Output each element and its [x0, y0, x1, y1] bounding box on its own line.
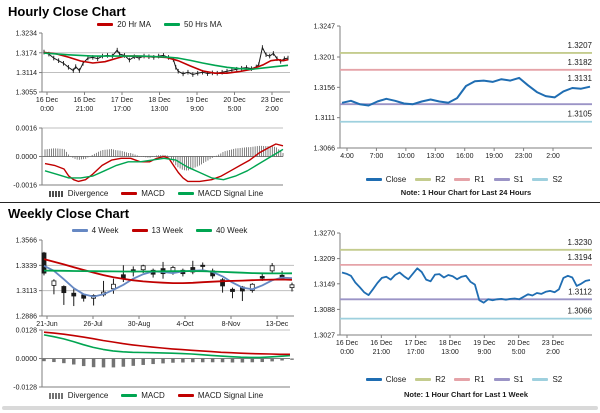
candlesticks — [42, 252, 294, 306]
legend-item-macd — [121, 391, 165, 400]
x-tick-label: 13-Dec — [265, 321, 289, 328]
legend-label: MACD — [141, 189, 165, 198]
line-swatch-icon — [121, 394, 137, 397]
x-tick-label: 16 Dec — [370, 340, 393, 347]
y-tick-label: 1.3156 — [313, 84, 335, 92]
legend-item-close — [366, 375, 406, 384]
candle — [260, 276, 264, 278]
candle — [141, 266, 145, 270]
x-tick-label: 20 Dec — [223, 97, 246, 104]
hourly-macd-chart — [13, 126, 283, 190]
legend-label: Divergence — [67, 391, 109, 400]
y-axis — [314, 24, 592, 153]
line-swatch-icon — [454, 378, 470, 381]
y-tick-label: 1.3566 — [15, 237, 37, 245]
line-swatch-icon — [97, 23, 113, 26]
x-tick-label: 16 Dec — [73, 97, 96, 104]
y-tick-label: 1.3234 — [15, 30, 37, 38]
legend-item-divergence — [49, 189, 108, 198]
line-swatch-icon — [72, 229, 88, 232]
candle — [201, 265, 205, 266]
weekly-sr-legend — [336, 375, 592, 384]
level-label-r1: 1.3182 — [567, 57, 592, 67]
y-tick-label: 1.3209 — [313, 256, 335, 264]
x-tick-label: 2:00 — [546, 349, 560, 356]
x-tick-label: 16 Dec — [35, 97, 59, 104]
x-tick-label: 30-Aug — [127, 321, 151, 328]
legend-label: 20 Hr MA — [117, 20, 151, 29]
x-axis — [36, 316, 288, 328]
level-lines — [340, 41, 593, 122]
legend-item-macd — [121, 189, 165, 198]
legend-label: MACD Signal Line — [197, 391, 264, 400]
x-tick-label: 17 Dec — [110, 97, 134, 104]
legend-label: Divergence — [67, 189, 109, 198]
x-tick-label: 9:00 — [190, 106, 204, 113]
candle — [52, 281, 56, 285]
legend-item-4-week — [72, 226, 119, 235]
divergence-bars — [44, 359, 292, 368]
x-tick-label: 4-Oct — [176, 321, 194, 328]
level-lines — [340, 238, 593, 319]
candle — [111, 284, 115, 288]
series-close — [342, 78, 590, 106]
y-tick-label: 0.0000 — [15, 154, 37, 161]
hourly-sr-chart — [314, 24, 593, 161]
y-axis — [16, 238, 294, 321]
divergence-swatch-icon — [49, 191, 64, 197]
x-tick-label: 21-Jun — [36, 321, 58, 328]
x-tick-label: 19 Dec — [473, 340, 496, 347]
hourly-sr-note: Note: 1 Hour Chart for Last 24 Hours — [400, 188, 532, 197]
x-tick-label: 23 Dec — [541, 340, 565, 347]
x-tick-label: 19:00 — [485, 153, 503, 160]
legend-label: Close — [385, 375, 407, 384]
x-tick-label: 21:00 — [75, 106, 94, 113]
candle — [72, 293, 76, 296]
y-tick-label: 1.3247 — [313, 23, 335, 31]
legend-item-50-hrs-ma — [164, 20, 222, 29]
x-tick-label: 5:00 — [227, 106, 242, 113]
legend-label: S2 — [552, 375, 563, 384]
legend-item-13-week — [132, 226, 183, 235]
legend-label: 4 Week — [91, 226, 119, 235]
y-tick-label: 1.3114 — [16, 70, 37, 78]
y-tick-label: 0.0128 — [15, 327, 37, 335]
y-tick-label: 1.3201 — [313, 54, 335, 62]
x-tick-label: 21:00 — [372, 349, 391, 356]
level-label-s1: 1.3131 — [567, 74, 592, 84]
x-tick-label: 4:00 — [340, 153, 354, 160]
x-tick-label: 26-Jul — [83, 321, 103, 328]
x-tick-label: 23:00 — [514, 153, 533, 160]
legend-item-r1 — [454, 175, 484, 184]
x-tick-label: 10:00 — [397, 153, 415, 160]
line-swatch-icon — [415, 378, 431, 381]
legend-item-s1 — [494, 375, 524, 384]
x-tick-label: 20 Dec — [507, 340, 530, 347]
y-axis — [314, 231, 592, 340]
line-swatch-icon — [196, 229, 212, 232]
legend-item-40-week — [196, 226, 247, 235]
x-tick-label: 16:00 — [455, 153, 474, 160]
y-tick-label: 1.3027 — [313, 332, 335, 340]
x-tick-label: 13:00 — [441, 349, 459, 356]
y-axis — [16, 31, 290, 97]
x-tick-label: 2:00 — [546, 153, 560, 160]
line-swatch-icon — [366, 378, 382, 381]
x-tick-label: 19 Dec — [185, 97, 209, 104]
line-swatch-icon — [164, 23, 180, 26]
y-tick-label: 1.3174 — [15, 50, 37, 58]
level-label-r2: 1.3207 — [567, 40, 592, 50]
candle — [290, 285, 294, 288]
candle — [230, 289, 234, 291]
level-label-r2: 1.3230 — [567, 237, 592, 247]
x-axis — [336, 335, 565, 356]
legend-item-r2 — [415, 175, 445, 184]
level-label-s2: 1.3066 — [567, 306, 592, 316]
x-tick-label: 7:00 — [369, 153, 384, 160]
y-tick-label: 0.0016 — [15, 125, 37, 133]
legend-label: R2 — [435, 375, 446, 384]
x-tick-label: 0:00 — [40, 106, 54, 113]
x-tick-label: 17:00 — [406, 349, 425, 356]
legend-label: R1 — [474, 175, 485, 184]
level-label-s1: 1.3112 — [568, 287, 592, 297]
candle — [270, 266, 274, 271]
x-tick-label: 13:00 — [426, 153, 445, 160]
line-swatch-icon — [178, 394, 194, 397]
x-tick-label: 2:00 — [265, 106, 279, 113]
legend-label: 50 Hrs MA — [184, 20, 222, 29]
section-divider — [0, 202, 600, 203]
legend-label: R2 — [435, 175, 446, 184]
legend-label: MACD — [141, 391, 165, 400]
divergence-swatch-icon — [49, 393, 64, 399]
legend-label: 40 Week — [215, 226, 248, 235]
weekly-price-chart — [16, 238, 294, 329]
legend-item-macd-signal-line — [178, 189, 263, 198]
line-swatch-icon — [178, 192, 194, 195]
legend-label: S1 — [513, 175, 524, 184]
legend-label: R1 — [474, 375, 485, 384]
x-tick-label: 9:00 — [477, 349, 492, 356]
legend-item-r2 — [415, 375, 445, 384]
y-tick-label: 1.3270 — [313, 230, 335, 238]
y-tick-label: 1.3339 — [15, 262, 37, 270]
x-tick-label: 17:00 — [113, 106, 131, 113]
x-tick-label: 18 Dec — [438, 340, 462, 347]
legend-label: S1 — [513, 375, 524, 384]
x-tick-label: 13:00 — [150, 106, 169, 113]
series-close — [342, 268, 590, 302]
y-tick-label: 1.3088 — [313, 306, 335, 314]
x-axis — [340, 148, 560, 160]
weekly-sr-note: Note: 1 Hour Chart for Last 1 Week — [403, 390, 529, 399]
x-tick-label: 17 Dec — [404, 340, 427, 347]
weekly-price-legend — [42, 226, 277, 235]
line-swatch-icon — [415, 178, 431, 181]
line-swatch-icon — [132, 229, 148, 232]
y-tick-label: -0.0128 — [13, 384, 37, 392]
y-tick-label: 1.3055 — [15, 89, 37, 97]
bottom-divider — [2, 406, 598, 410]
x-tick-label: 0:00 — [340, 349, 354, 356]
line-swatch-icon — [532, 178, 548, 181]
legend-item-r1 — [454, 375, 484, 384]
legend-label: Close — [385, 175, 407, 184]
y-tick-label: 1.2886 — [15, 313, 37, 321]
hourly-sr-legend — [336, 175, 592, 184]
series-macd — [45, 144, 283, 181]
hourly-price-chart — [16, 31, 290, 114]
legend-item-macd-signal-line — [178, 391, 263, 400]
legend-label: MACD Signal Line — [197, 189, 264, 198]
legend-item-divergence — [49, 391, 108, 400]
legend-item-20-hr-ma — [97, 20, 151, 29]
weekly-sr-chart — [314, 231, 593, 357]
series-macd-signal-line — [45, 149, 283, 179]
y-tick-label: 1.3113 — [16, 288, 37, 296]
y-tick-label: 1.3111 — [314, 115, 335, 123]
x-tick-label: 8-Nov — [221, 321, 241, 328]
x-tick-label: 5:00 — [511, 349, 526, 356]
line-swatch-icon — [121, 192, 137, 195]
x-tick-label: 18 Dec — [148, 97, 171, 104]
candle — [62, 286, 66, 292]
weekly-chart-title: Weekly Close Chart — [8, 206, 130, 221]
line-swatch-icon — [532, 378, 548, 381]
hourly-price-legend — [42, 20, 277, 29]
y-tick-label: -0.0016 — [13, 182, 37, 190]
y-tick-label: 1.3149 — [313, 281, 335, 289]
legend-item-s2 — [532, 175, 562, 184]
legend-item-close — [366, 175, 406, 184]
line-swatch-icon — [494, 378, 510, 381]
line-swatch-icon — [366, 178, 382, 181]
level-label-s2: 1.3105 — [567, 109, 592, 119]
hourly-macd-legend — [30, 189, 282, 198]
level-label-r1: 1.3194 — [567, 252, 592, 262]
weekly-macd-chart — [13, 328, 292, 392]
line-swatch-icon — [494, 178, 510, 181]
y-tick-label: 1.3066 — [313, 145, 335, 153]
line-swatch-icon — [454, 178, 470, 181]
legend-label: S2 — [552, 175, 563, 184]
x-axis — [36, 92, 284, 113]
x-tick-label: 23 Dec — [260, 97, 284, 104]
weekly-macd-legend — [30, 391, 282, 400]
legend-item-s2 — [532, 375, 562, 384]
hourly-chart-title: Hourly Close Chart — [8, 4, 126, 19]
legend-label: 13 Week — [151, 226, 183, 235]
x-tick-label: 16 Dec — [335, 340, 359, 347]
y-tick-label: 0.0000 — [15, 356, 37, 363]
legend-item-s1 — [494, 175, 524, 184]
